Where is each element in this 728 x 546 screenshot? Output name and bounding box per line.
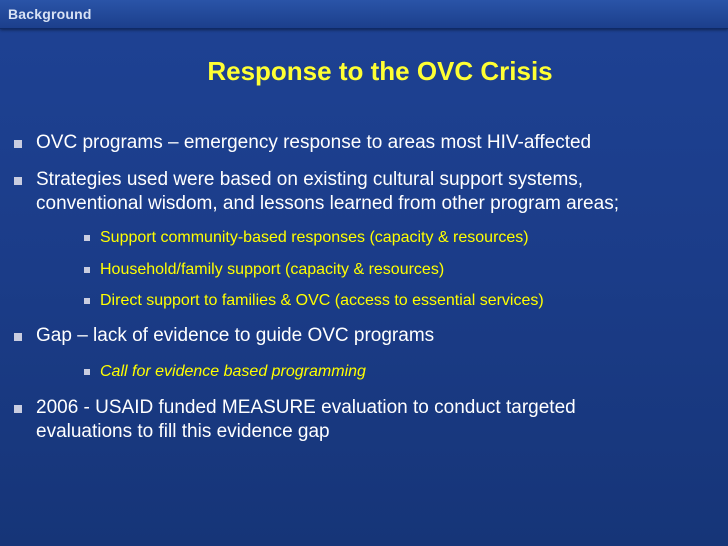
square-bullet-icon: [84, 298, 90, 304]
square-bullet-icon: [14, 140, 22, 148]
bullet-text: 2006 - USAID funded MEASURE evaluation to conduct targeted: [36, 397, 576, 418]
bullet-text: OVC programs – emergency response to areas most HIV-affected: [36, 132, 592, 153]
square-bullet-icon: [84, 235, 90, 241]
sub-bullet-text: Household/family support (capacity & resources): [100, 261, 445, 278]
square-bullet-icon: [84, 267, 90, 273]
square-bullet-icon: [84, 369, 90, 375]
square-bullet-icon: [14, 405, 22, 413]
bullet-text: conventional wisdom, and lessons learned from other program areas;: [36, 193, 619, 214]
square-bullet-icon: [14, 177, 22, 185]
bullet-text: Gap – lack of evidence to guide OVC programs: [36, 325, 435, 346]
slide-title: Response to the OVC Crisis: [207, 56, 553, 86]
bullet-text: Strategies used were based on existing cultural support systems,: [36, 169, 584, 190]
bullet-text: evaluations to fill this evidence gap: [36, 421, 330, 442]
sub-bullet-text: Direct support to families & OVC (access to essential services): [100, 292, 544, 309]
section-header-bar: [0, 0, 728, 29]
square-bullet-icon: [14, 333, 22, 341]
section-label: Background: [8, 6, 92, 22]
sub-bullet-text: Support community-based responses (capacity & resources): [100, 229, 529, 246]
sub-bullet-text: Call for evidence based programming: [100, 363, 366, 380]
